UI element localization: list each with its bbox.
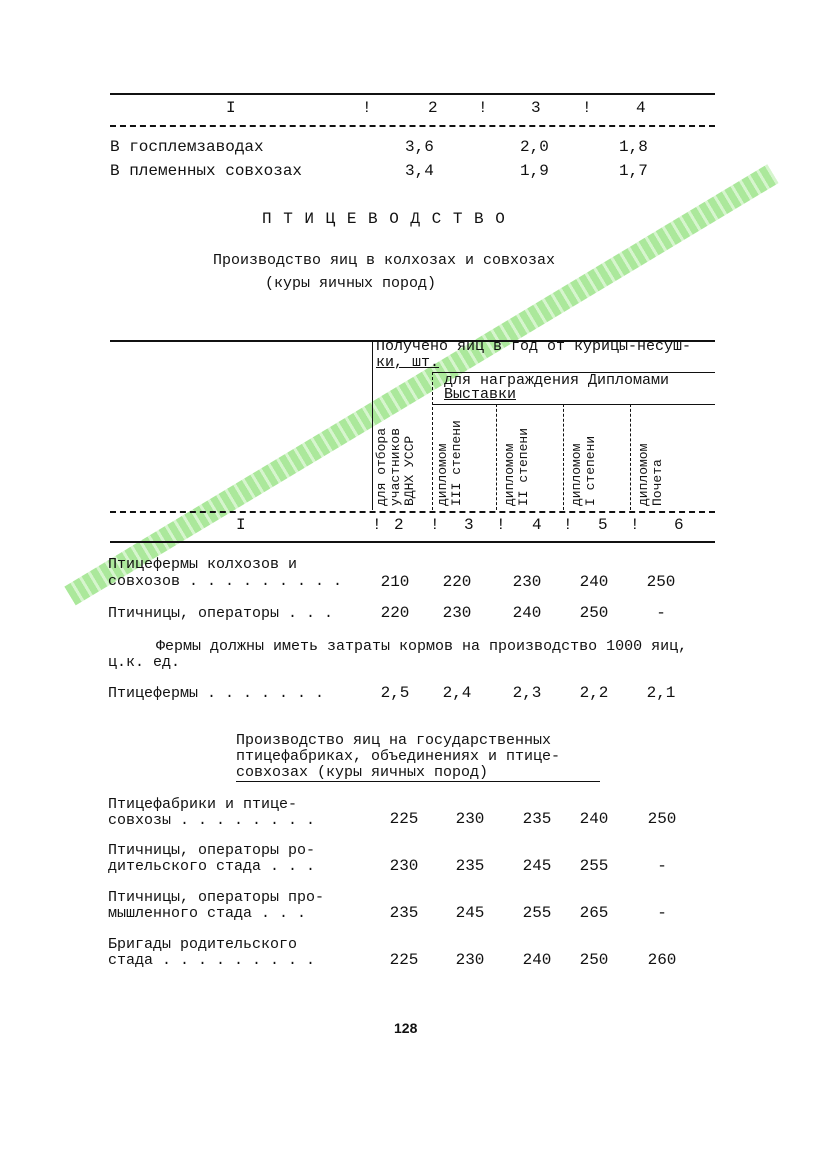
section2-underline [236,781,600,782]
row-value: 220 [380,604,410,622]
top-table-dash [110,125,715,127]
row-value: - [656,604,666,622]
row-value: 210 [380,573,410,591]
row-label: Птичницы, операторы про- [108,889,325,906]
col-number: 6 [674,516,684,534]
top-sep-2: ! [478,99,488,117]
row-value: 2,5 [380,684,410,702]
row-value: 240 [579,810,609,828]
row-value: 240 [512,604,542,622]
watermark-stripe [64,164,778,605]
note-line1: Фермы должны иметь затраты кормов на производство 1000 яиц, [156,638,688,655]
col-sep: ! [496,516,506,534]
section-title: П Т И Ц Е В О Д С Т В О [262,210,506,228]
top-row-value: 2,0 [520,138,549,156]
col-sep: ! [430,516,440,534]
col-number: 2 [394,516,404,534]
col-number: 4 [532,516,542,534]
section2-line1: Производство яиц на государственных [236,732,552,749]
row-value: 230 [455,810,485,828]
col-sep: ! [630,516,640,534]
row-value: 2,3 [512,684,542,702]
row-label: Птицефермы . . . . . . . [108,685,325,702]
row-value: 240 [522,951,552,969]
top-row-value: 1,8 [619,138,648,156]
col3-header: дипломом III степени [435,420,464,506]
header-divider [432,372,433,510]
top-row-value: 3,4 [405,162,434,180]
row-value: 235 [522,810,552,828]
subtitle-line1: Производство яиц в колхозах и совхозах [213,252,556,269]
col-number: 5 [598,516,608,534]
col6-header: дипломом Почета [636,443,665,506]
row-label: совхозов . . . . . . . . . [108,573,343,590]
row-label: Бригады родительского [108,936,298,953]
row-value: 240 [579,573,609,591]
row-label: Птичницы, операторы . . . [108,605,334,622]
row-value: 235 [389,904,419,922]
row-value: 230 [389,857,419,875]
header-sub-line2: Выставки [444,386,517,403]
header-sub-rule-2 [432,404,715,405]
top-row-label: В племенных совхозах [110,162,303,180]
top-col2-header: 2 [428,99,438,117]
row-value: 2,4 [442,684,472,702]
row-value: 220 [442,573,472,591]
section2-line3: совхозах (куры яичных пород) [236,764,489,781]
col-number: 3 [464,516,474,534]
row-label: совхозы . . . . . . . . [108,812,316,829]
header-main-line2: ки, шт. [376,354,440,371]
row-value: 245 [522,857,552,875]
top-table-rule [110,93,715,95]
row-value: 230 [512,573,542,591]
top-sep-1: ! [362,99,372,117]
row-label: Птицефермы колхозов и [108,556,298,573]
row-value: 235 [455,857,485,875]
row-value: 2,1 [646,684,676,702]
col2-header: для отбора участников ВДНХ УССР [374,427,417,506]
header-sub-line1: для награждения Дипломами [444,372,670,389]
row-value: 255 [579,857,609,875]
col5-header: дипломом I степени [569,435,598,506]
page-number: 128 [394,1020,418,1036]
top-row-value: 3,6 [405,138,434,156]
row-value: 250 [647,810,677,828]
row-value: 225 [389,810,419,828]
header-dash-rule [110,511,715,513]
header-divider [496,404,497,510]
header-divider [372,340,373,510]
row-value: 245 [455,904,485,922]
top-col1-header: I [226,99,236,117]
row-value: 255 [522,904,552,922]
row-value: 230 [455,951,485,969]
note-line2: ц.к. ед. [108,654,181,671]
row-value: - [657,904,667,922]
top-col3-header: 3 [531,99,541,117]
col4-header: дипломом II степени [502,427,531,506]
row-label: мышленного стада . . . [108,905,307,922]
header-bottom-rule [110,541,715,543]
top-sep-3: ! [582,99,592,117]
row-label: Птицефабрики и птице- [108,796,298,813]
top-row-label: В госплемзаводах [110,138,264,156]
row-label: дительского стада . . . [108,858,316,875]
header-main-line1: Получено яиц в год от курицы-несуш- [376,338,692,355]
subtitle-line2: (куры яичных пород) [265,275,437,292]
top-col4-header: 4 [636,99,646,117]
row-value: 2,2 [579,684,609,702]
section2-line2: птицефабриках, объединениях и птице- [236,748,561,765]
top-row-value: 1,9 [520,162,549,180]
col-sep: ! [563,516,573,534]
col-sep: ! [372,516,382,534]
top-row-value: 1,7 [619,162,648,180]
header-divider [563,404,564,510]
row-value: 250 [579,604,609,622]
row-label: стада . . . . . . . . . [108,952,316,969]
row-value: 260 [647,951,677,969]
row-value: 230 [442,604,472,622]
row-value: 250 [646,573,676,591]
row-value: 250 [579,951,609,969]
row-value: 225 [389,951,419,969]
row-label: Птичницы, операторы ро- [108,842,316,859]
col-number: I [236,516,246,534]
header-divider [630,404,631,510]
row-value: - [657,857,667,875]
row-value: 265 [579,904,609,922]
